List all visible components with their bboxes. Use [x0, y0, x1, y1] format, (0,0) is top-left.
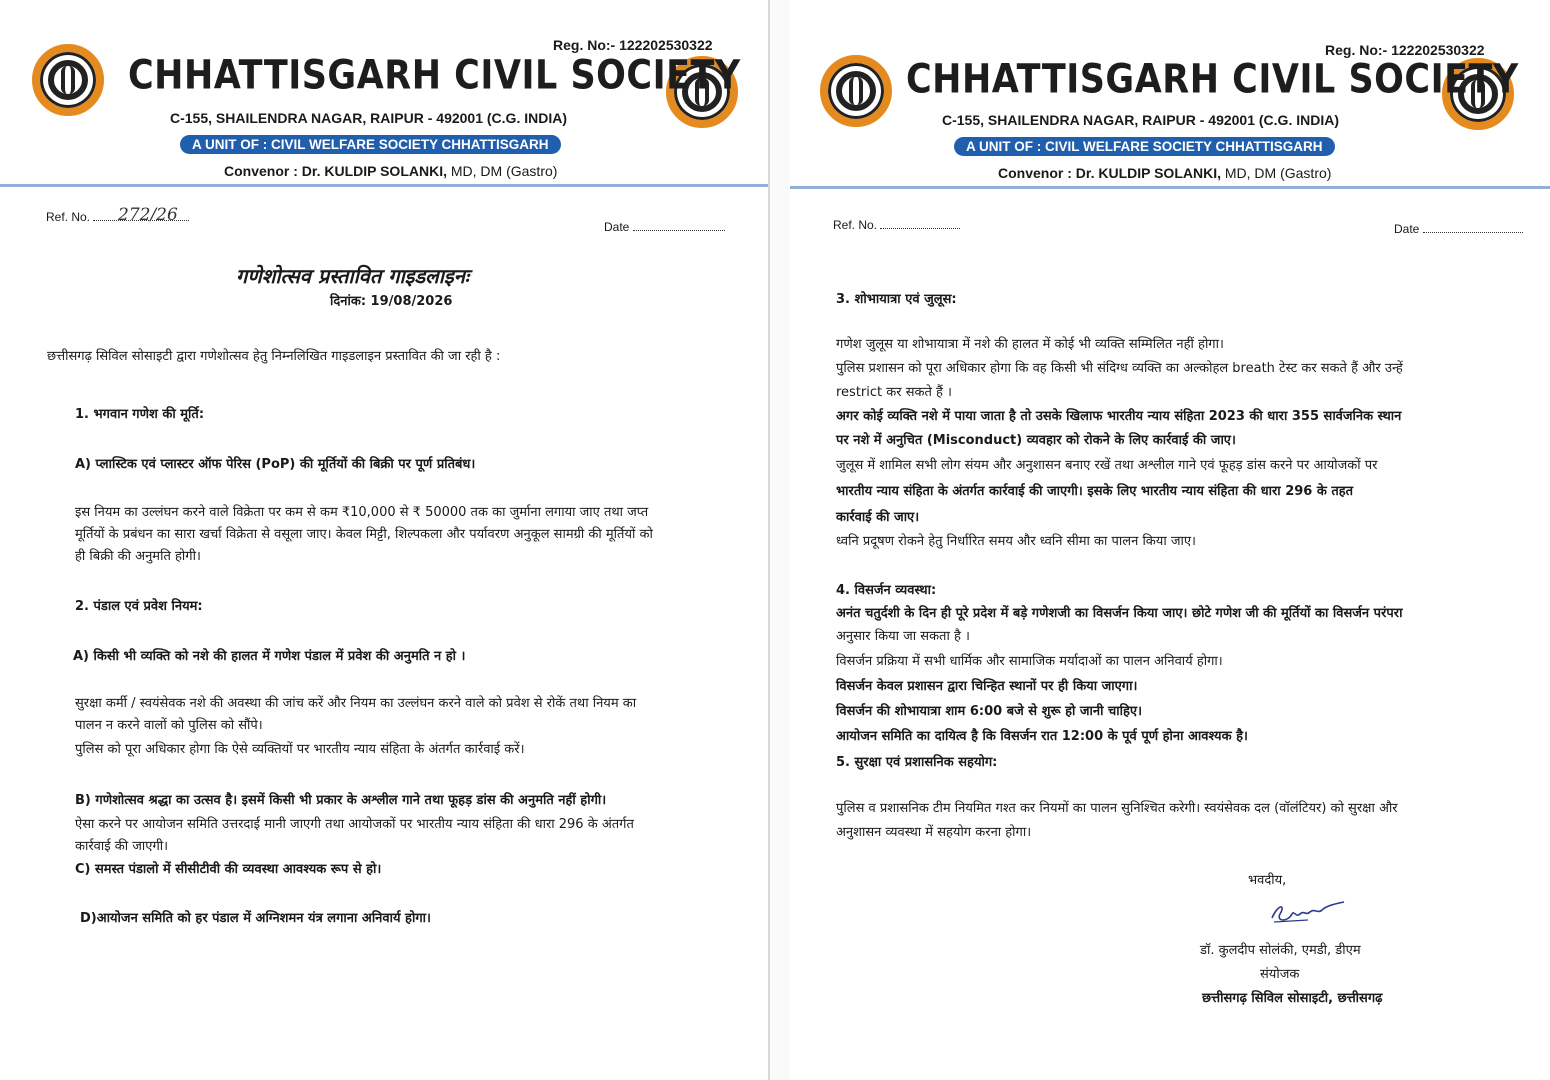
section-3-text: जुलूस में शामिल सभी लोग संयम और अनुशासन बनाए रखें तथा अश्लील गाने एवं फूहड़ डांस करने पर आयोजकों पर [836, 458, 1378, 473]
section-4-text: अनुसार किया जा सकता है । [836, 629, 970, 644]
section-2-text: पुलिस को पूरा अधिकार होगा कि ऐसे व्यक्तियों पर भारतीय न्याय संहिता के अंतर्गत कार्रवाई करें। [75, 742, 525, 757]
section-2-point-a: A) किसी भी व्यक्ति को नशे की हालत में गणेश पंडाल में प्रवेश की अनुमति न हो । [73, 649, 466, 664]
section-3-text: गणेश जुलूस या शोभायात्रा में नशे की हालत में कोई भी व्यक्ति सम्मिलित नहीं होगा। [836, 337, 1224, 352]
convenor-degree: MD, DM (Gastro) [446, 163, 558, 179]
section-2-text: कार्रवाई की जाएगी। [75, 839, 169, 854]
ref-label: Ref. No. [46, 210, 91, 224]
unit-banner: A UNIT OF : CIVIL WELFARE SOCIETY CHHATTISGARH [180, 135, 561, 154]
unit-banner: A UNIT OF : CIVIL WELFARE SOCIETY CHHATTISGARH [954, 137, 1335, 156]
section-3-text: restrict कर सकते हैं । [836, 385, 952, 400]
convenor-line [224, 163, 557, 179]
section-1-text: इस नियम का उल्लंघन करने वाले विक्रेता पर कम से कम ₹10,000 से ₹ 50000 तक का जुर्माना लगाया जाए तथा जप्त [75, 505, 649, 520]
registration-number: Reg. No:- 122202530322 [1325, 42, 1485, 58]
section-2-heading: 2. पंडाल एवं प्रवेश नियम: [75, 599, 203, 614]
document-date: दिनांक: 19/08/2026 [330, 294, 453, 309]
organization-name: CHHATTISGARH CIVIL SOCIETY [906, 57, 1519, 103]
convenor-label: Convenor : [224, 163, 302, 179]
section-3-text: ध्वनि प्रदूषण रोकने हेतु निर्धारित समय और ध्वनि सीमा का पालन किया जाए। [836, 534, 1196, 549]
convenor-label: Convenor : [998, 165, 1076, 181]
section-1-text: ही बिक्री की अनुमति होगी। [75, 549, 201, 564]
intro-text: छत्तीसगढ़ सिविल सोसाइटी द्वारा गणेशोत्सव हेतु निम्नलिखित गाइडलाइन प्रस्तावित की जा रही है : [47, 349, 501, 364]
society-logo-icon [32, 44, 104, 116]
signatory-organization: छत्तीसगढ़ सिविल सोसाइटी, छत्तीसगढ़ [1202, 991, 1383, 1006]
date-field [604, 220, 725, 234]
date-field [1394, 222, 1523, 236]
section-5-heading: 5. सुरक्षा एवं प्रशासनिक सहयोग: [836, 755, 998, 770]
date-label: Date [1394, 222, 1420, 236]
convenor-degree: MD, DM (Gastro) [1220, 165, 1332, 181]
header-divider [0, 184, 770, 187]
section-4-text: आयोजन समिति का दायित्व है कि विसर्जन रात 12:00 के पूर्व पूर्ण होना आवश्यक है। [836, 729, 1248, 744]
section-3-text: पर नशे में अनुचित (Misconduct) व्यवहार को रोकने के लिए कार्रवाई की जाए। [836, 433, 1236, 448]
ref-label: Ref. No. [833, 218, 878, 232]
convenor-name: Dr. KULDIP SOLANKI, [301, 163, 447, 179]
registration-number: Reg. No:- 122202530322 [553, 37, 713, 53]
section-2-text: ऐसा करने पर आयोजन समिति उत्तरदाई मानी जाएगी तथा आयोजकों पर भारतीय न्याय संहिता की धारा 296 के अंतर्गत [75, 817, 634, 832]
date-dotted-line [633, 221, 725, 231]
section-2-text: सुरक्षा कर्मी / स्वयंसेवक नशे की अवस्था की जांच करें और नियम का उल्लंघन करने वाले को प्रवेश से रोकें तथा नियम का [75, 696, 637, 711]
organization-address: C-155, SHAILENDRA NAGAR, RAIPUR - 492001 (C.G. INDIA) [170, 110, 567, 126]
section-2-point-b: B) गणेशोत्सव श्रद्धा का उत्सव है। इसमें किसी भी प्रकार के अश्लील गाने तथा फूहड़ डांस की अनुमति नहीं होगी। [75, 793, 607, 808]
header-divider [790, 186, 1550, 189]
section-1-heading: 1. भगवान गणेश की मूर्ति: [75, 407, 205, 422]
convenor-name: Dr. KULDIP SOLANKI, [1075, 165, 1221, 181]
section-3-heading: 3. शोभायात्रा एवं जुलूस: [836, 292, 957, 307]
section-4-text: विसर्जन प्रक्रिया में सभी धार्मिक और सामाजिक मर्यादाओं का पालन अनिवार्य होगा। [836, 654, 1223, 669]
signature-icon [1268, 896, 1348, 928]
section-5-text: पुलिस व प्रशासनिक टीम नियमित गश्त कर नियमों का पालन सुनिश्चित करेगी। स्वयंसेवक दल (वॉलंटियर) को सुरक्षा और [836, 801, 1398, 816]
section-3-text: पुलिस प्रशासन को पूरा अधिकार होगा कि वह किसी भी संदिग्ध व्यक्ति का अल्कोहल breath टेस्ट कर सकते हैं और उन्हें [836, 361, 1403, 376]
convenor-line [998, 165, 1331, 181]
section-4-heading: 4. विसर्जन व्यवस्था: [836, 583, 937, 598]
section-3-text: अगर कोई व्यक्ति नशे में पाया जाता है तो उसके खिलाफ भारतीय न्याय संहिता 2023 की धारा 355 सार्वजनिक स्थान [836, 409, 1402, 424]
section-5-text: अनुशासन व्यवस्था में सहयोग करना होगा। [836, 825, 1032, 840]
right-letter-page [790, 0, 1550, 1080]
signatory-role: संयोजक [1260, 967, 1300, 982]
section-1-text: मूर्तियों के प्रबंधन का सारा खर्चा विक्रेता से वसूला जाए। केवल मिट्टी, शिल्पकला और पर्यावरण अनुकूल सामग्री की मूर्तियों को [75, 527, 653, 542]
page-gap [770, 0, 790, 1080]
organization-address: C-155, SHAILENDRA NAGAR, RAIPUR - 492001 (C.G. INDIA) [942, 112, 1339, 128]
section-3-text: भारतीय न्याय संहिता के अंतर्गत कार्रवाई की जाएगी। इसके लिए भारतीय न्याय संहिता की धारा 296 के तहत [836, 484, 1354, 499]
left-letter-page [0, 0, 770, 1080]
section-4-text: विसर्जन की शोभायात्रा शाम 6:00 बजे से शुरू हो जानी चाहिए। [836, 704, 1143, 719]
closing-salutation: भवदीय, [1248, 873, 1287, 888]
organization-name: CHHATTISGARH CIVIL SOCIETY [128, 53, 741, 99]
ref-dotted-line [880, 219, 960, 229]
section-4-text: अनंत चतुर्दशी के दिन ही पूरे प्रदेश में बड़े गणेशजी का विसर्जन किया जाए। छोटे गणेश जी की मूर्तियों का विसर्जन परंपरा [836, 606, 1403, 621]
ref-handwritten-value: 272/26 [118, 205, 178, 225]
section-4-text: विसर्जन केवल प्रशासन द्वारा चिन्हित स्थानों पर ही किया जाएगा। [836, 679, 1138, 694]
section-2-point-d: D)आयोजन समिति को हर पंडाल में अग्निशमन यंत्र लगाना अनिवार्य होगा। [80, 911, 431, 926]
date-label: Date [604, 220, 630, 234]
ref-number [833, 218, 960, 232]
section-2-point-c: C) समस्त पंडालो में सीसीटीवी की व्यवस्था आवश्यक रूप से हो। [75, 862, 382, 877]
section-1-point-a: A) प्लास्टिक एवं प्लास्टर ऑफ पेरिस (PoP) की मूर्तियों की बिक्री पर पूर्ण प्रतिबंध। [75, 457, 476, 472]
section-2-text: पालन न करने वालों को पुलिस को सौंपे। [75, 718, 263, 733]
section-3-text: कार्रवाई की जाए। [836, 510, 920, 525]
date-dotted-line [1423, 223, 1523, 233]
signatory-name: डॉ. कुलदीप सोलंकी, एमडी, डीएम [1200, 943, 1361, 958]
document-title: गणेशोत्सव प्रस्तावित गाइडलाइनः [236, 264, 469, 288]
society-logo-icon [820, 55, 892, 127]
